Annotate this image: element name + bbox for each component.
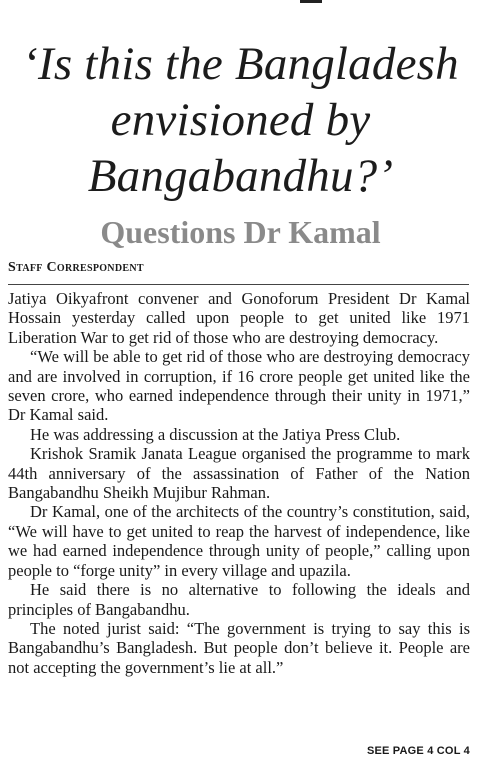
headline: ‘Is this the Bangladesh envisioned by Bangabandhu?’ [22,38,459,202]
article-paragraph: He said there is no alternative to following the ideals and principles of Bangabandhu. [8,580,470,619]
article-paragraph: Jatiya Oikyafront convener and Gonoforum President Dr Kamal Hossain yesterday called upon people to get united like 1971 Liberation War to get rid of those who are destroying democracy. [8,289,470,347]
continuation-note: SEE PAGE 4 COL 4 [366,745,470,757]
article-paragraph: Krishok Sramik Janata League organised the programme to mark 44th anniversary of the assassination of Father of the Nation Bangabandhu Sheikh Mujibur Rahman. [8,444,470,503]
byline: Staff Correspondent [8,260,144,275]
article-body [8,289,470,677]
article-paragraph: He was addressing a discussion at the Jatiya Press Club. [30,424,401,444]
top-edge-fragment [300,0,322,3]
article-paragraph: The noted jurist said: “The government is trying to say this is Bangabandhu’s Bangladesh. But people don’t believe it. People are not accepting the government’s lie at all.” [8,618,470,677]
article-paragraph: “We will be able to get rid of those who are destroying democracy and are involved in corruption, if 16 crore people get united like the seven crore, who earned independence through their unity in 1971,” Dr Kamal said. [8,347,470,425]
byline-divider [8,284,469,285]
article-paragraph: Dr Kamal, one of the architects of the country’s constitution, said, “We will have to get united to reap the harvest of independence, like we had earned independence through unity of people,” calling upon people to “forge unity” in every village and upazila. [8,502,470,580]
subheadline: Questions Dr Kamal [100,214,381,250]
